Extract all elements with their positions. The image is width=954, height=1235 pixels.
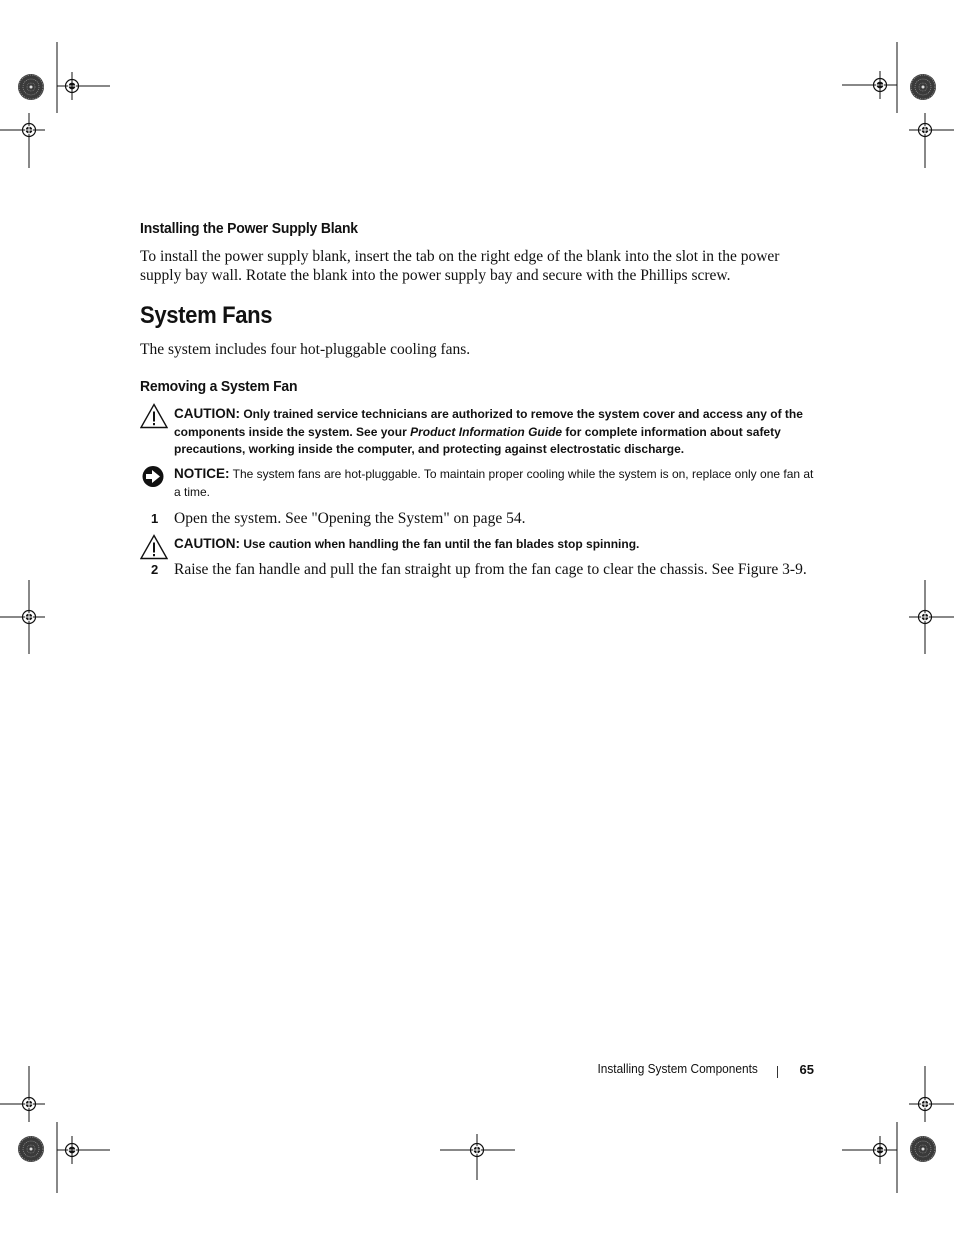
crop-registration-mark-icon xyxy=(919,611,932,624)
warning-triangle-icon xyxy=(140,534,168,560)
crop-registration-mark-icon xyxy=(23,124,36,137)
crop-registration-mark-icon xyxy=(874,79,887,92)
crop-registration-mark-icon xyxy=(919,1098,932,1111)
crop-registration-mark-icon xyxy=(66,1144,79,1157)
registration-star-icon xyxy=(910,74,936,100)
notice-text xyxy=(174,465,814,501)
section-heading-removing-fan: Removing a System Fan xyxy=(140,378,298,395)
notice-label: NOTICE: xyxy=(174,466,230,481)
crop-registration-mark-icon xyxy=(23,1098,36,1111)
registration-star-icon xyxy=(18,74,44,100)
crop-registration-mark-icon xyxy=(23,611,36,624)
system-fans-paragraph: The system includes four hot-pluggable cooling fans. xyxy=(140,341,471,358)
step-text: Open the system. See "Opening the System" on page 54. xyxy=(174,510,526,527)
footer-section-title: Installing System Components xyxy=(597,1062,758,1076)
section-heading-power-supply-blank: Installing the Power Supply Blank xyxy=(140,220,358,237)
crop-registration-mark-icon xyxy=(919,124,932,137)
caution-label: CAUTION: xyxy=(174,536,240,551)
warning-triangle-icon xyxy=(140,403,168,429)
step-text: Raise the fan handle and pull the fan straight up from the fan cage to clear the chassis. See Figure 3-9. xyxy=(174,561,807,578)
crop-registration-mark-icon xyxy=(471,1144,484,1157)
notice-body: The system fans are hot-pluggable. To maintain proper cooling while the system is on, replace only one fan at a time. xyxy=(174,467,814,499)
caution-body-a: Only trained service technicians are authorized to remove the system cover and access any of the components inside the system. See your xyxy=(174,407,803,439)
registration-star-icon xyxy=(18,1136,44,1162)
caution-body-b: for complete information about safety precautions, working inside the computer, and protecting against electrostatic discharge. xyxy=(174,424,781,456)
caution-text-2 xyxy=(174,535,814,554)
step-number: 2 xyxy=(151,562,159,577)
product-information-guide-reference: Product Information Guide xyxy=(410,424,563,439)
registration-star-icon xyxy=(910,1136,936,1162)
caution-label: CAUTION: xyxy=(174,406,240,421)
power-supply-blank-paragraph: To install the power supply blank, insert the tab on the right edge of the blank into the slot in the power supply bay wall. Rotate the blank into the power supply bay and secure with the Phillips screw. xyxy=(140,248,780,284)
footer-divider xyxy=(777,1066,778,1078)
notice-arrow-icon xyxy=(140,464,168,490)
page-number: 65 xyxy=(799,1062,814,1077)
crop-registration-mark-icon xyxy=(874,1144,887,1157)
page-footer xyxy=(560,1061,820,1081)
caution-body: Use caution when handling the fan until the fan blades stop spinning. xyxy=(243,537,640,551)
step-number: 1 xyxy=(151,511,159,526)
crop-registration-mark-icon xyxy=(66,80,79,93)
page-title-system-fans: System Fans xyxy=(140,302,273,329)
caution-text-1 xyxy=(174,405,814,459)
